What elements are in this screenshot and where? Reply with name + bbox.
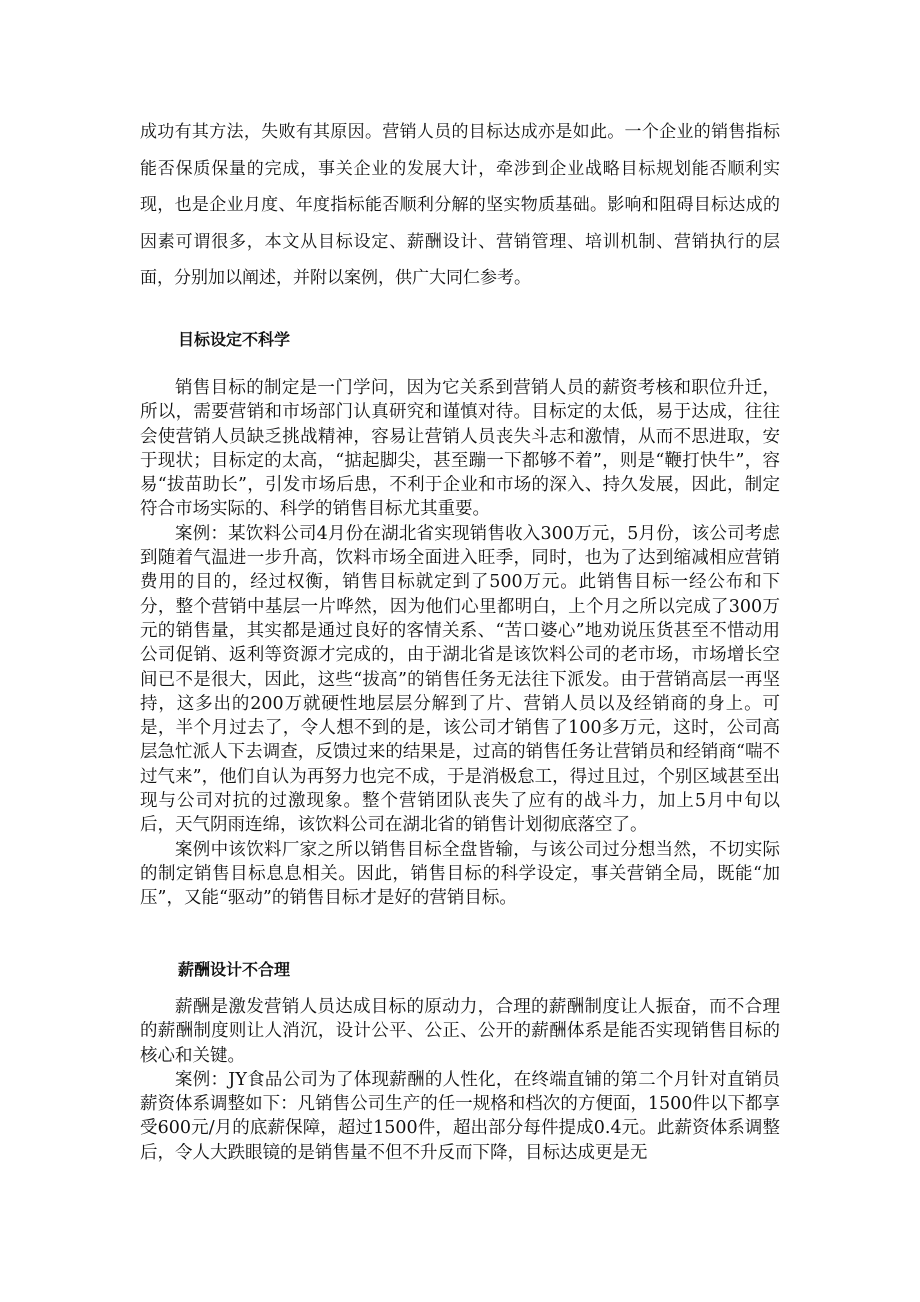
case-paragraph: 案例：JY食品公司为了体现薪酬的人性化，在终端直铺的第二个月针对直销员薪资体系调整如下：凡销售公司生产的任一规格和档次的方便面，1500件以下都享受600元/月的底薪保障，超过1500件，超出部分每件提成0.4元。此薪资体系调整后，令人大跌眼镜的是销售量不但不升反而下降，目标达成更是无 [140, 1069, 780, 1163]
section-goal-setting [140, 376, 780, 911]
section-salary-design [140, 995, 780, 1165]
body-paragraph: 销售目标的制定是一门学问，因为它关系到营销人员的薪资考核和职位升迁，所以，需要营销和市场部门认真研究和谨慎对待。目标定的太低，易于达成，往往会使营销人员缺乏挑战精神，容易让营销人员丧失斗志和激情，从而不思进取，安于现状；目标定的太高，“掂起脚尖，甚至蹦一下都够不着”，则是“鞭打快牛”，容易“拔苗助长”，引发市场后患，不利于企业和市场的深入、持久发展，因此，制定符合市场实际的、科学的销售目标尤其重要。 [140, 378, 780, 520]
section-heading-salary-design: 薪酬设计不合理 [178, 960, 291, 979]
body-paragraph: 案例中该饮料厂家之所以销售目标全盘皆输，与该公司过分想当然，不切实际的制定销售目标息息相关。因此，销售目标的科学设定，事关营销全局，既能“加压”，又能“驱动”的销售目标才是好的营销目标。 [140, 839, 780, 909]
body-paragraph: 薪酬是激发营销人员达成目标的原动力，合理的薪酬制度让人振奋，而不合理的薪酬制度则让人消沉，设计公平、公正、公开的薪酬体系是能否实现销售目标的核心和关键。 [140, 997, 780, 1066]
section-heading-goal-setting: 目标设定不科学 [178, 330, 291, 349]
intro-paragraph: 成功有其方法，失败有其原因。营销人员的目标达成亦是如此。一个企业的销售指标能否保质保量的完成，事关企业的发展大计，牵涉到企业战略目标规划能否顺利实现，也是企业月度、年度指标能否顺利分解的坚实物质基础。影响和阻碍目标达成的因素可谓很多，本文从目标设定、薪酬设计、营销管理、培训机制、营销执行的层面，分别加以阐述，并附以案例，供广大同仁参考。 [140, 122, 780, 288]
case-paragraph: 案例：某饮料公司4月份在湖北省实现销售收入300万元，5月份，该公司考虑到随着气温进一步升高，饮料市场全面进入旺季，同时，也为了达到缩减相应营销费用的目的，经过权衡，销售目标就定到了500万元。此销售目标一经公布和下分，整个营销中基层一片哗然，因为他们心里都明白，上个月之所以完成了300万元的销售量，其实都是通过良好的客情关系、“苦口婆心”地劝说压货甚至不惜动用公司促销、返利等资源才完成的，由于湖北省是该饮料公司的老市场，市场增长空间已不是很大，因此，这些“拔高”的销售任务无法往下派发。由于营销高层一再坚持，这多出的200万就硬性地层层分解到了片、营销人员以及经销商的身上。可是，半个月过去了，令人想不到的是，该公司才销售了100多万元，这时，公司高层急忙派人下去调查，反馈过来的结果是，过高的销售任务让营销员和经销商“喘不过气来”，他们自认为再努力也完不成，于是消极怠工，得过且过，个别区域甚至出现与公司对抗的过激现象。整个营销团队丧失了应有的战斗力，加上5月中旬以后，天气阴雨连绵，该饮料公司在湖北省的销售计划彻底落空了。 [140, 523, 780, 836]
